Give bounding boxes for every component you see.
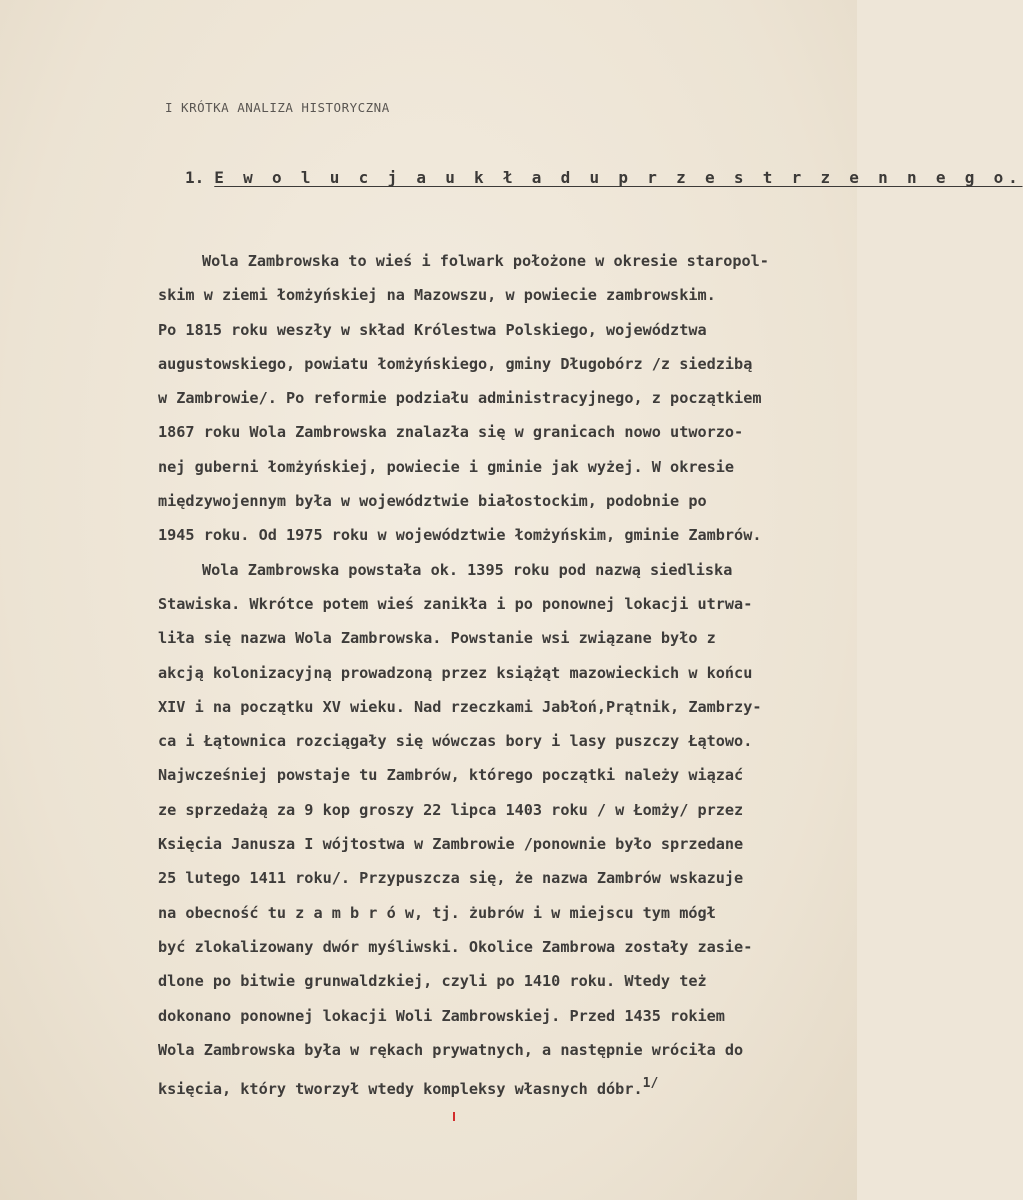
text-line: augustowskiego, powiatu łomżyńskiego, gminy Długobórz /z siedzibą: [158, 354, 753, 373]
text-line: Najwcześniej powstaje tu Zambrów, którego początki należy wiązać: [158, 766, 744, 785]
subtitle-text: E w o l u c j a u k ł a d u p r z e s t r z e n n e g o.: [214, 168, 1023, 187]
text-line: na obecność tu z a m b r ó w, tj. żubrów i w miejscu tym mógł: [158, 903, 716, 922]
text-line: dokonano ponownej lokacji Woli Zambrowskiej. Przed 1435 rokiem: [158, 1006, 725, 1025]
text-line-last: [158, 1067, 830, 1106]
text-line: 1867 roku Wola Zambrowska znalazła się w granicach nowo utworzo-: [158, 423, 744, 442]
text-line: XIV i na początku XV wieku. Nad rzeczkami Jabłoń,Prątnik, Zambrzy-: [158, 697, 762, 716]
text-line: liła się nazwa Wola Zambrowska. Powstanie wsi związane było z: [158, 629, 716, 648]
text-line: dlone po bitwie grunwaldzkiej, czyli po 1410 roku. Wtedy też: [158, 972, 707, 991]
footnote-ref: 1/: [642, 1076, 659, 1092]
text-line: Wola Zambrowska to wieś i folwark położone w okresie staropol-: [202, 252, 769, 270]
text-line: ca i Łątownica rozciągały się wówczas bory i lasy puszczy Łątowo.: [158, 732, 753, 751]
paragraph-1: [158, 244, 830, 553]
text-line: być zlokalizowany dwór myśliwski. Okolice Zambrowa zostały zasie-: [158, 937, 753, 956]
text-line: ze sprzedażą za 9 kop groszy 22 lipca 1403 roku / w Łomży/ przez: [158, 800, 744, 819]
text-line: skim w ziemi łomżyńskiej na Mazowszu, w powiecie zambrowskim.: [158, 286, 716, 305]
text-line: 25 lutego 1411 roku/. Przypuszcza się, że nazwa Zambrów wskazuje: [158, 869, 744, 888]
paragraph-2: [158, 553, 830, 1107]
body-text: [158, 244, 830, 1106]
subtitle-number: 1.: [185, 168, 205, 187]
text-line: międzywojennym była w województwie białostockim, podobnie po: [158, 492, 707, 511]
text-line: Po 1815 roku weszły w skład Królestwa Polskiego, województwa: [158, 320, 707, 339]
red-ink-mark: [453, 1112, 455, 1121]
text-line: w Zambrowie/. Po reformie podziału administracyjnego, z początkiem: [158, 389, 762, 408]
text-line-content: księcia, który tworzył wtedy kompleksy własnych dóbr.: [158, 1080, 643, 1099]
text-line: akcją kolonizacyjną prowadzoną przez książąt mazowieckich w końcu: [158, 663, 753, 682]
subtitle: [185, 168, 1023, 187]
text-line: nej guberni łomżyńskiej, powiecie i gminie jak wyżej. W okresie: [158, 457, 735, 476]
text-line: 1945 roku. Od 1975 roku w województwie łomżyńskim, gminie Zambrów.: [158, 526, 762, 545]
text-line: Księcia Janusza I wójtostwa w Zambrowie /ponownie było sprzedane: [158, 835, 744, 854]
text-line: Wola Zambrowska była w rękach prywatnych, a następnie wróciła do: [158, 1040, 744, 1059]
text-line: Stawiska. Wkrótce potem wieś zanikła i po ponownej lokacji utrwa-: [158, 594, 753, 613]
section-title: I KRÓTKA ANALIZA HISTORYCZNA: [165, 100, 390, 115]
text-line: Wola Zambrowska powstała ok. 1395 roku pod nazwą siedliska: [202, 560, 733, 579]
